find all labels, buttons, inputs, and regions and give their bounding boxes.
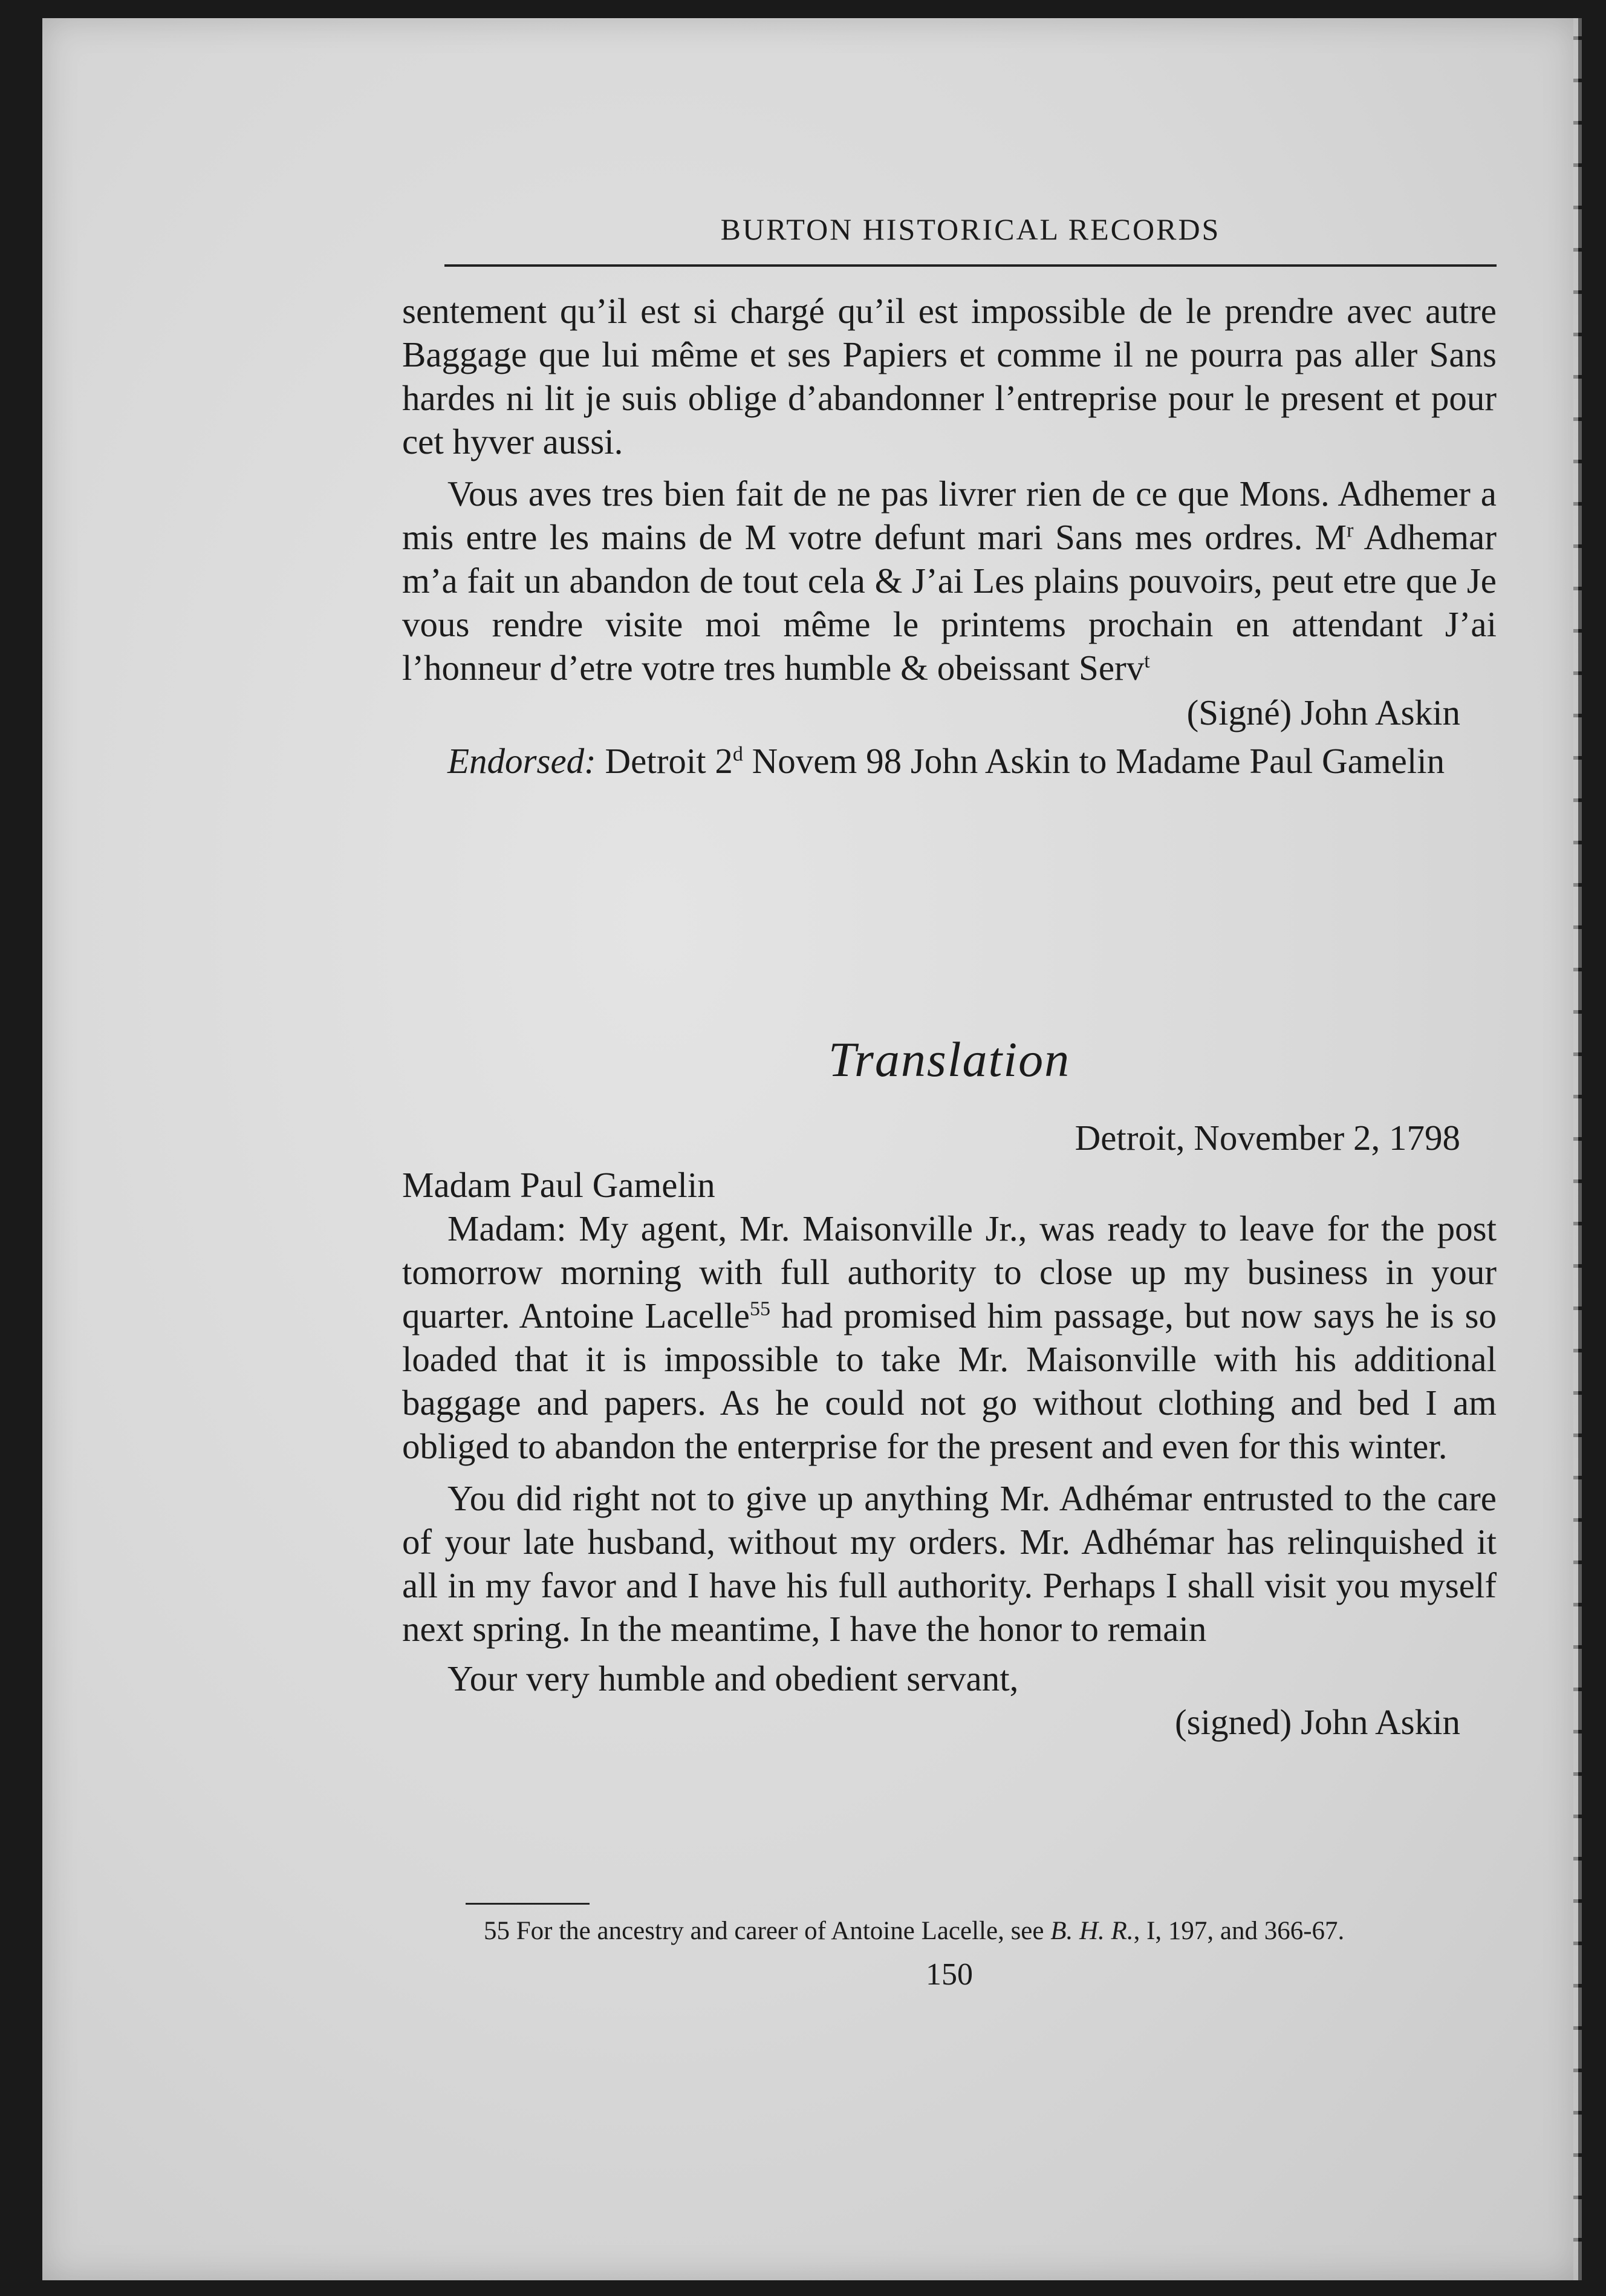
french-paragraph-2-text-b: Adhemar m’a fait un abandon de tout cela & J’ai Les plains pouvoirs, peut etre que Je vous rendre visite moi même le printems prochain en attendant J’ai l’honneur d’etre votre tres humble & obeissant Serv bbox=[402, 517, 1497, 688]
superscript-t: t bbox=[1144, 650, 1150, 673]
footnote-reference: B. H. R. bbox=[1050, 1917, 1134, 1945]
translation-paragraph-1-text-a: Madam: My agent, Mr. Maisonville Jr., was ready to leave for the post tomorrow morning with full authority to close up my business in your quarter. Antoine Lacelle bbox=[402, 1208, 1497, 1336]
footnote-text-a: For the ancestry and career of Antoine Lacelle, see bbox=[510, 1917, 1051, 1945]
endorsed-text-b: Novem 98 John Askin to Madame Paul Gamelin bbox=[743, 741, 1445, 781]
footnote-marker: 55 bbox=[749, 1297, 770, 1320]
superscript-d: d bbox=[732, 743, 743, 766]
endorsed-text-a: Detroit 2 bbox=[596, 741, 733, 781]
page-number: 150 bbox=[926, 1957, 973, 1992]
footnote-text-b: , I, 197, and 366-67. bbox=[1133, 1917, 1345, 1945]
superscript-r: r bbox=[1347, 519, 1354, 542]
closing: Your very humble and obedient servant, bbox=[447, 1658, 1019, 1698]
endorsed-label: Endorsed: bbox=[447, 741, 596, 781]
translation-paragraph-1-text-b: had promised him passage, but now says he is so loaded that it is impossible to take Mr. Maisonville with his additional baggage and papers. As he could not go without clothing and bed I am obliged to abandon the enterprise for the present and even for this winter. bbox=[402, 1296, 1497, 1466]
translation-paragraph-1 bbox=[402, 1207, 1497, 1468]
footnote-number: 55 bbox=[484, 1917, 510, 1945]
translation-letter bbox=[402, 1116, 1497, 1744]
translation-paragraph-2: You did right not to give up anything Mr. Adhémar entrusted to the care of your late husband, without my orders. Mr. Adhémar has relinquished it all in my favor and I have his full authority. Perhaps I shall visit you myself next spring. In the meantime, I have the honor to remain bbox=[402, 1478, 1497, 1649]
header-rule bbox=[444, 264, 1497, 267]
french-paragraph-1: sentement qu’il est si chargé qu’il est impossible de le prendre avec autre Baggage que lui même et ses Papiers et comme il ne pourra pas aller Sans hardes ni lit je suis oblige d’abandonner l’entreprise pour le present et pour cet hyver aussi. bbox=[402, 291, 1497, 461]
footnote bbox=[484, 1914, 1475, 1948]
translation-heading: Translation bbox=[828, 1032, 1071, 1087]
french-paragraph-2-text-a: Vous aves tres bien fait de ne pas livrer rien de ce que Mons. Adhemer a mis entre les mains de M votre defunt mari Sans mes ordres. M bbox=[402, 474, 1497, 557]
running-head: BURTON HISTORICAL RECORDS bbox=[720, 212, 1221, 246]
french-signature: (Signé) John Askin bbox=[1186, 693, 1460, 732]
addressee: Madam Paul Gamelin bbox=[402, 1165, 715, 1205]
endorsement bbox=[402, 739, 1497, 783]
french-paragraph-2 bbox=[402, 472, 1497, 690]
translation-signature: (signed) John Askin bbox=[1175, 1702, 1460, 1742]
dateline: Detroit, November 2, 1798 bbox=[1074, 1118, 1460, 1158]
footnote-rule bbox=[466, 1903, 590, 1905]
french-letter bbox=[402, 289, 1497, 783]
